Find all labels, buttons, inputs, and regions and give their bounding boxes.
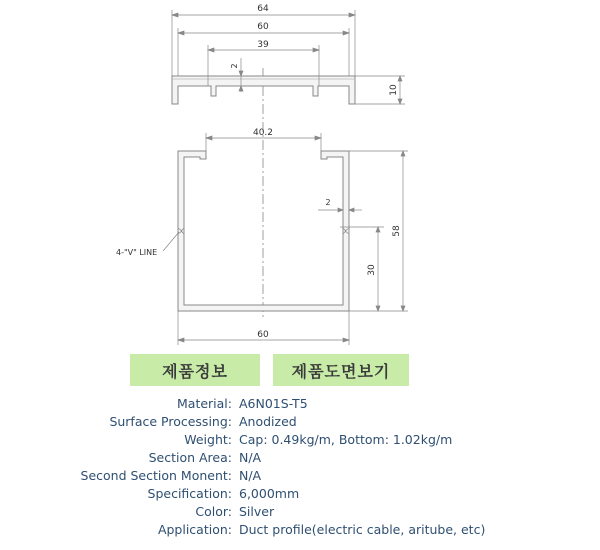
- dim-label-64: 64: [257, 4, 269, 14]
- dim-label-2-bottom: 2: [325, 198, 331, 207]
- tab-product-info[interactable]: 제품정보: [130, 354, 260, 386]
- spec-value: N/A: [239, 450, 262, 465]
- spec-label: Section Area:: [148, 450, 232, 465]
- spec-row: [0, 485, 600, 503]
- spec-value: Anodized: [239, 414, 297, 429]
- cap-profile: [172, 76, 355, 104]
- dim-label-60-cap: 60: [257, 22, 269, 32]
- dim-bottom-wall: [318, 208, 362, 212]
- v-line-label: 4-"V" LINE: [116, 248, 158, 257]
- spec-value: 6,000mm: [239, 486, 300, 501]
- spec-row: [0, 413, 600, 431]
- spec-label: Color:: [195, 504, 232, 519]
- spec-row: [0, 449, 600, 467]
- bottom-profile: [178, 151, 349, 311]
- spec-label: Second Section Monent:: [80, 468, 232, 483]
- dim-label-30: 30: [367, 264, 377, 276]
- dim-label-2-cap: 2: [230, 63, 239, 69]
- spec-label: Material:: [177, 396, 232, 411]
- dim-label-39: 39: [257, 40, 269, 50]
- spec-label: Application:: [157, 522, 232, 537]
- spec-label: Surface Processing:: [109, 414, 232, 429]
- spec-row: [0, 521, 600, 539]
- dim-label-58: 58: [392, 225, 402, 237]
- spec-row: [0, 503, 600, 521]
- spec-value: Duct profile(electric cable, aritube, etc): [239, 522, 486, 537]
- spec-value: A6N01S-T5: [239, 396, 308, 411]
- spec-value: Silver: [239, 504, 275, 519]
- spec-row: [0, 431, 600, 449]
- spec-label: Weight:: [184, 432, 232, 447]
- spec-value: N/A: [239, 468, 262, 483]
- dim-label-40-2: 40.2: [252, 128, 274, 138]
- dim-label-60-bottom: 60: [257, 330, 269, 340]
- dim-label-10: 10: [389, 84, 399, 96]
- tab-product-drawing[interactable]: 제품도면보기: [273, 354, 409, 386]
- spec-label: Specification:: [147, 486, 232, 501]
- dim-cap-inner-width: [178, 28, 349, 76]
- dim-cap-thickness: [234, 58, 250, 92]
- v-line-leader: [163, 232, 179, 251]
- spec-row: [0, 395, 600, 413]
- spec-row: [0, 467, 600, 485]
- spec-value: Cap: 0.49kg/m, Bottom: 1.02kg/m: [239, 432, 453, 447]
